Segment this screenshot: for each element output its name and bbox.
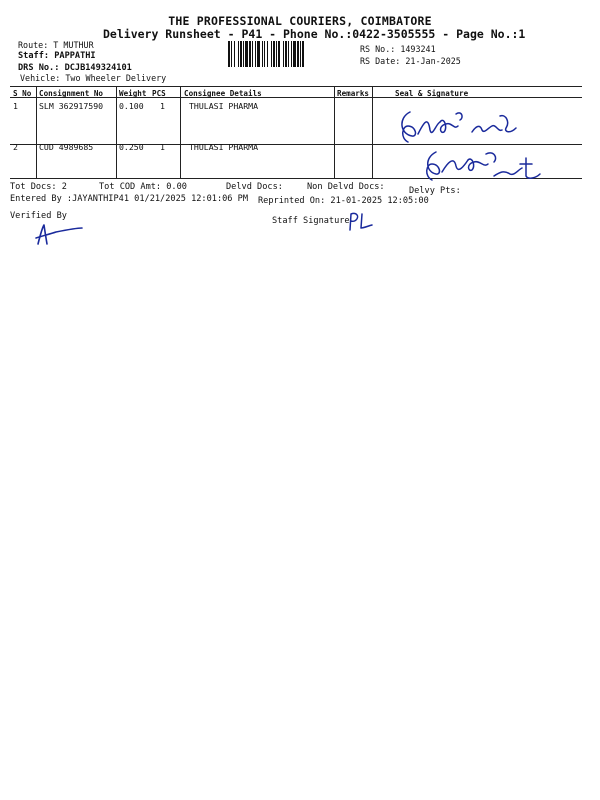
row-1-consignment: SLM 362917590 (39, 101, 104, 111)
barcode-bar (304, 41, 305, 67)
rs-date: RS Date: 21-Jan-2025 (360, 56, 461, 66)
staff-label: Staff: PAPPATHI (18, 51, 96, 61)
reprinted-on: Reprinted On: 21-01-2025 12:05:00 (258, 196, 429, 206)
col-divider (116, 86, 117, 179)
row-1-weight: 0.100 (119, 101, 144, 111)
row-2-sno: 2 (13, 142, 18, 152)
non-delivered-docs: Non Delvd Docs: (307, 182, 385, 192)
row-1-sno: 1 (13, 101, 18, 111)
col-header-remarks: Remarks (337, 89, 370, 98)
col-divider (180, 86, 181, 179)
vehicle-label: Vehicle: Two Wheeler Delivery (20, 73, 167, 83)
row-2-handwritten-signature (414, 146, 564, 186)
staff-signature-label: Staff Signature (272, 216, 350, 226)
route-label: Route: T MUTHUR (18, 40, 94, 50)
row-2-consignee: THULASI PHARMA (189, 142, 259, 152)
delivered-docs: Delvd Docs: (226, 182, 283, 192)
col-header-consignee: Consignee Details (184, 89, 262, 98)
rs-number: RS No.: 1493241 (360, 44, 436, 54)
col-divider (36, 86, 37, 179)
row-2-weight: 0.250 (119, 142, 144, 152)
row-1-consignee: THULASI PHARMA (189, 101, 259, 111)
staff-signature (346, 210, 376, 232)
col-header-consignment: Consignment No (39, 89, 104, 98)
col-header-pcs: PCS (152, 89, 166, 98)
verified-by-signature (30, 222, 90, 248)
col-header-seal-signature: Seal & Signature (395, 89, 469, 98)
total-cod-amount: Tot COD Amt: 0.00 (99, 182, 187, 192)
runsheet-title: Delivery Runsheet - P41 - Phone No.:0422-3505555 - Page No.:1 (103, 27, 526, 41)
entered-by: Entered By :JAYANTHIP41 01/21/2025 12:01:06 PM (10, 194, 248, 204)
row-2-pcs: 1 (160, 142, 165, 152)
row-1-pcs: 1 (160, 101, 165, 111)
row-1-handwritten-signature (388, 104, 538, 148)
col-header-weight: Weight (119, 89, 147, 98)
col-header-sno: S No (13, 89, 32, 98)
row-2-consignment: CUD 4989685 (39, 142, 94, 152)
barcode (228, 41, 348, 67)
verified-by-label: Verified By (10, 211, 67, 221)
col-divider (334, 86, 335, 179)
company-title: THE PROFESSIONAL COURIERS, COIMBATORE (168, 14, 432, 28)
drs-number: DRS No.: DCJB149324101 (18, 63, 132, 73)
total-docs: Tot Docs: 2 (10, 182, 67, 192)
delivery-points: Delvy Pts: (409, 186, 461, 196)
col-divider (372, 86, 373, 179)
